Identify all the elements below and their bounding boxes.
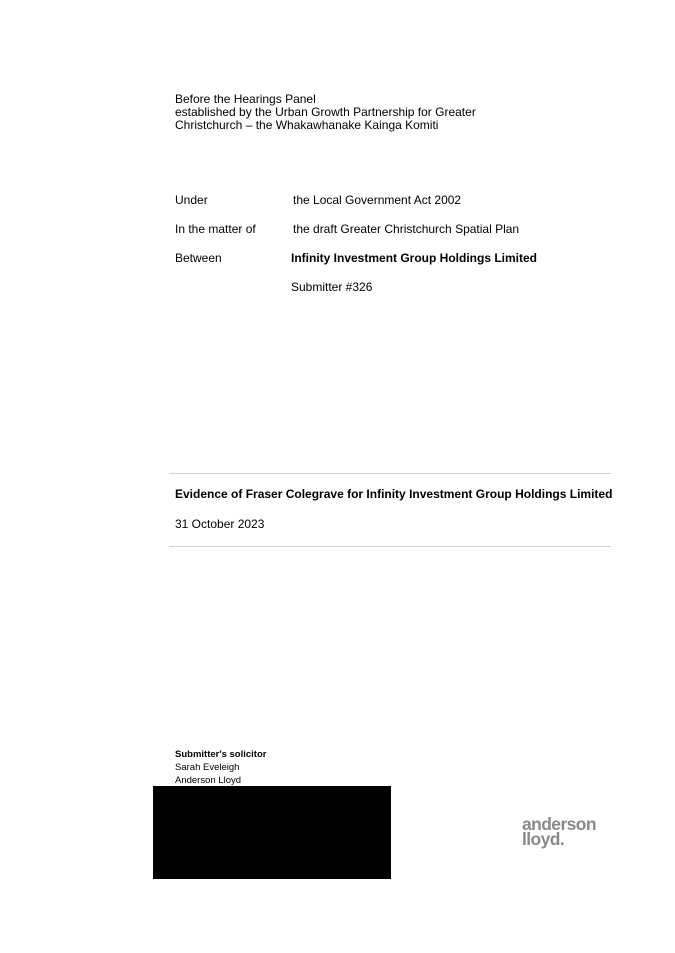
under-label: Under bbox=[175, 193, 208, 207]
evidence-title: Evidence of Fraser Colegrave for Infinity Investment Group Holdings Limited bbox=[175, 487, 613, 501]
bottom-divider bbox=[169, 546, 611, 547]
submitter-number: Submitter #326 bbox=[291, 280, 373, 294]
solicitor-heading: Submitter's solicitor bbox=[175, 749, 267, 760]
solicitor-block bbox=[175, 748, 266, 787]
solicitor-firm: Anderson Lloyd bbox=[175, 775, 242, 786]
top-divider bbox=[169, 473, 611, 474]
anderson-lloyd-logo bbox=[522, 814, 596, 849]
logo-line-1: anderson bbox=[522, 814, 596, 834]
redaction-box bbox=[153, 786, 391, 879]
between-value: Infinity Investment Group Holdings Limited bbox=[291, 251, 538, 265]
between-label: Between bbox=[175, 251, 222, 265]
header-line-3: Christchurch – the Whakawhanake Kainga Komiti bbox=[175, 118, 439, 132]
matter-value: the draft Greater Christchurch Spatial Plan bbox=[293, 222, 520, 236]
solicitor-name: Sarah Eveleigh bbox=[175, 762, 240, 773]
evidence-date: 31 October 2023 bbox=[175, 517, 265, 531]
matter-label: In the matter of bbox=[175, 222, 256, 236]
logo-line-2: lloyd. bbox=[522, 829, 565, 849]
hearing-header bbox=[175, 93, 476, 132]
header-line-1: Before the Hearings Panel bbox=[175, 92, 316, 106]
header-line-2: established by the Urban Growth Partnership for Greater bbox=[175, 105, 476, 119]
under-value: the Local Government Act 2002 bbox=[293, 193, 462, 207]
